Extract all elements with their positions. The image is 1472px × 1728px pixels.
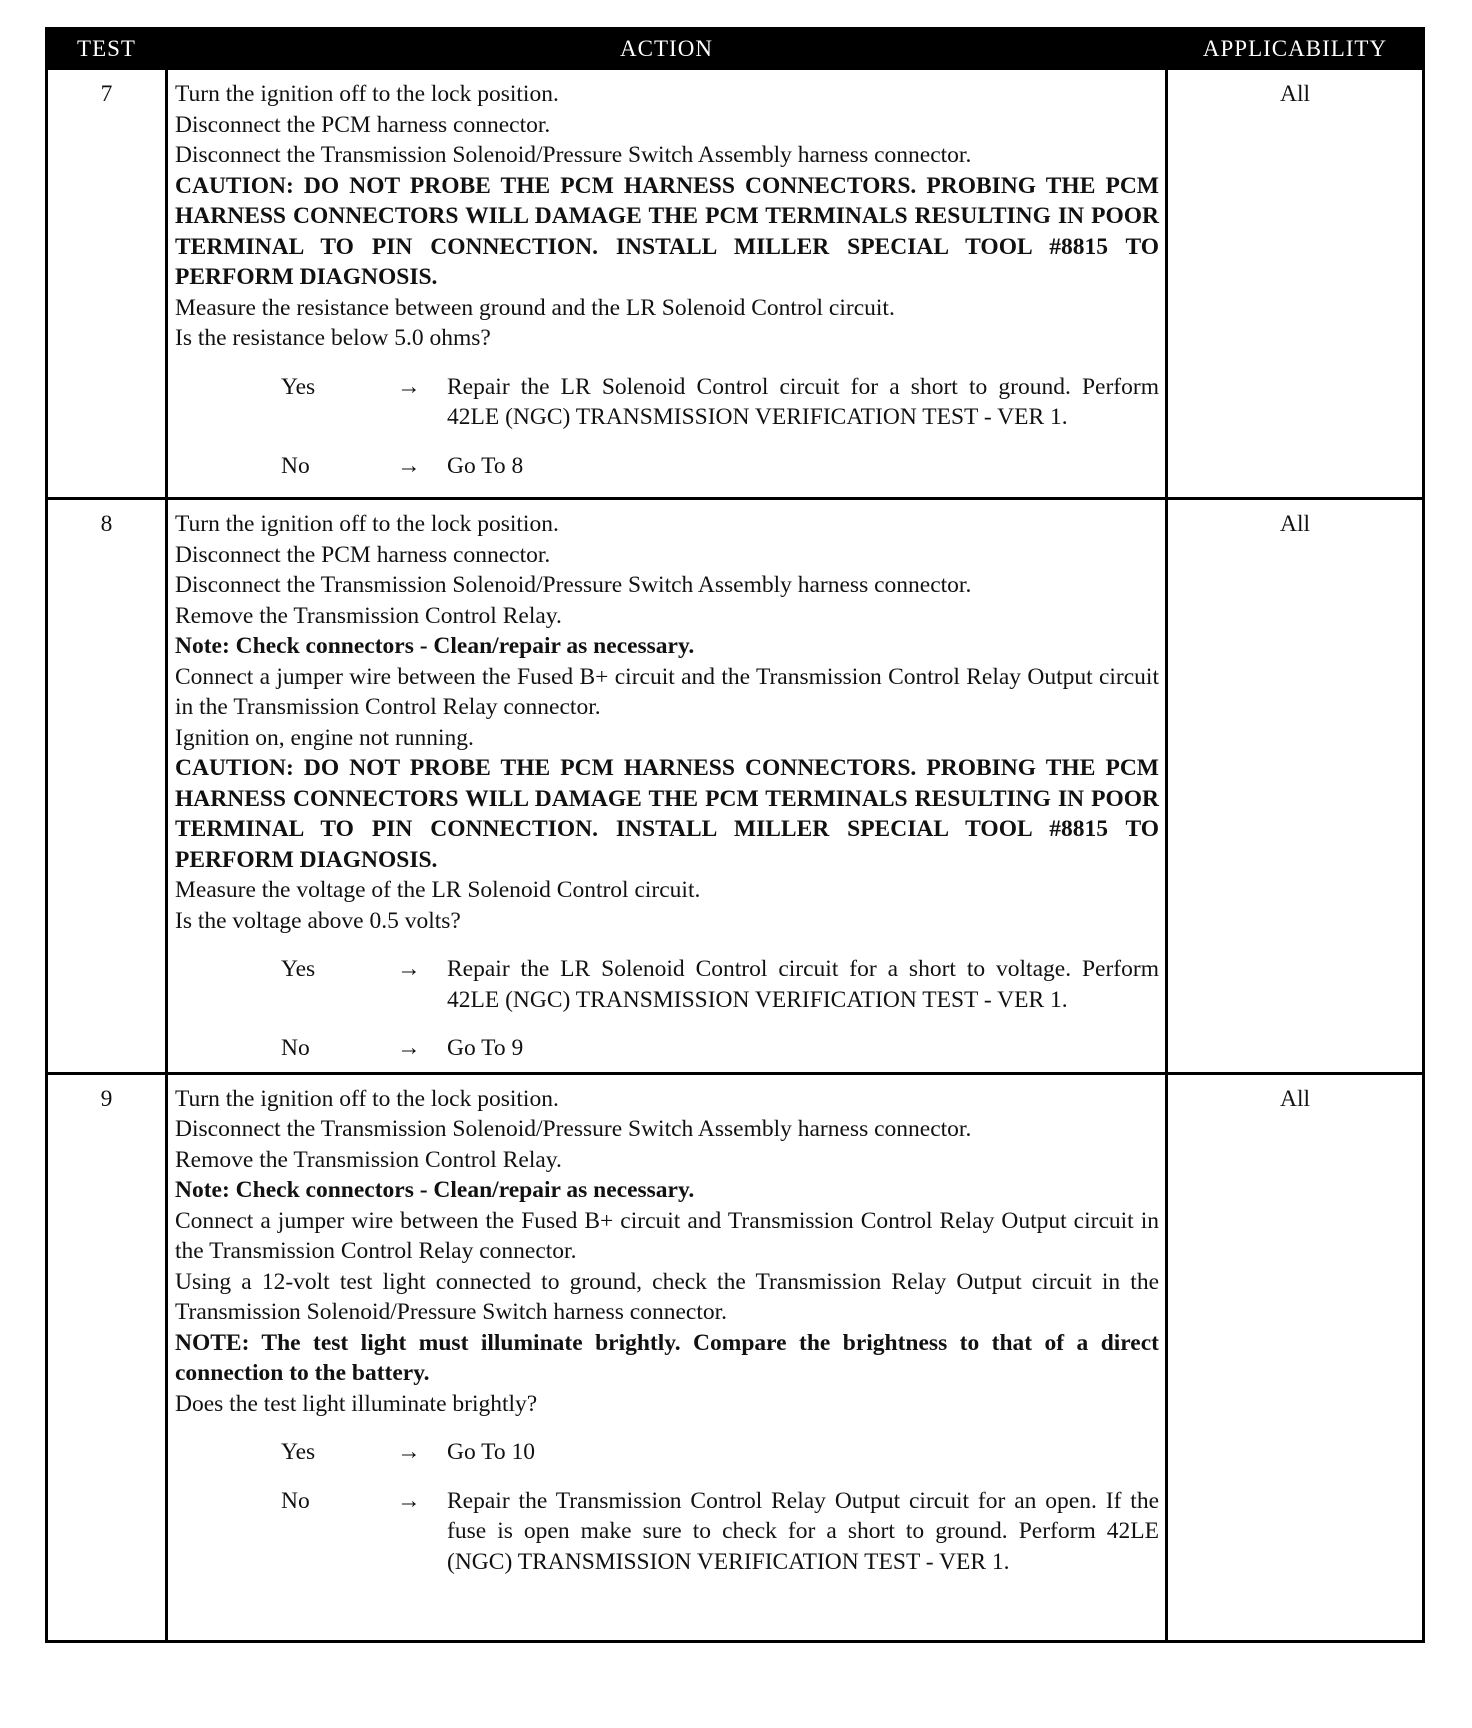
step-line: Disconnect the Transmission Solenoid/Pressure Switch Assembly harness connector. xyxy=(175,142,972,168)
header-applicability: APPLICABILITY xyxy=(1167,29,1424,69)
arrow-icon: → xyxy=(397,956,421,982)
step-line: Measure the voltage of the LR Solenoid Control circuit. xyxy=(175,877,701,903)
result-label: No xyxy=(281,1035,310,1061)
result-label: No xyxy=(281,1487,310,1514)
arrow-icon: → xyxy=(397,452,421,479)
result-text: Repair the LR Solenoid Control circuit for a short to ground. Perform 42LE (NGC) TRANSMISSION VERIFICATION TEST - VER 1. xyxy=(447,373,1159,430)
table-header-row xyxy=(47,29,1424,69)
header-action: ACTION xyxy=(167,29,1167,69)
result-no xyxy=(175,451,1159,482)
note-text: Note: Check connectors - Clean/repair as necessary. xyxy=(175,633,695,659)
header-test: TEST xyxy=(47,29,167,69)
step-line: Connect a jumper wire between the Fused B+ circuit and Transmission Control Relay Output circuit in the Transmission Control Relay connector. xyxy=(175,1207,1159,1264)
question-line: Is the resistance below 5.0 ohms? xyxy=(175,325,491,351)
step-line: Remove the Transmission Control Relay. xyxy=(175,602,562,629)
step-line: Disconnect the PCM harness connector. xyxy=(175,111,551,138)
caution-text: CAUTION: DO NOT PROBE THE PCM HARNESS CONNECTORS. PROBING THE PCM HARNESS CONNECTORS WILL DAMAGE THE PCM TERMINALS RESULTING IN POOR TERMINAL TO PIN CONNECTION. INSTALL MILLER SPECIAL TOOL #8815 TO PERFORM DIAGNOSIS. xyxy=(175,755,1159,873)
result-no xyxy=(175,1033,1159,1064)
result-text: Repair the Transmission Control Relay Output circuit for an open. If the fuse is open make sure to check for a short to ground. Perform 42LE (NGC) TRANSMISSION VERIFICATION TEST - VER 1. xyxy=(447,1487,1159,1575)
action-cell xyxy=(167,69,1167,499)
step-line: Disconnect the PCM harness connector. xyxy=(175,541,551,568)
step-line: Turn the ignition off to the lock position. xyxy=(175,81,559,107)
table-row-test-7 xyxy=(47,69,1424,499)
step-line: Disconnect the Transmission Solenoid/Pressure Switch Assembly harness connector. xyxy=(175,1116,972,1142)
result-label: Yes xyxy=(281,373,316,400)
result-no xyxy=(175,1486,1159,1578)
step-line: Turn the ignition off to the lock position. xyxy=(175,511,559,537)
step-line: Remove the Transmission Control Relay. xyxy=(175,1146,562,1173)
question-line: Does the test light illuminate brightly? xyxy=(175,1390,538,1417)
question-line: Is the voltage above 0.5 volts? xyxy=(175,907,461,934)
result-text: Go To 8 xyxy=(447,452,524,479)
table-row-test-9 xyxy=(47,1073,1424,1641)
note-text: NOTE: The test light must illuminate brightly. Compare the brightness to that of a direct connection to the battery. xyxy=(175,1329,1159,1386)
result-text: Go To 9 xyxy=(447,1035,524,1061)
test-number: 7 xyxy=(47,69,167,499)
step-line: Disconnect the Transmission Solenoid/Pressure Switch Assembly harness connector. xyxy=(175,572,972,598)
diagnostic-table-page xyxy=(45,27,1422,1643)
step-line: Turn the ignition off to the lock position. xyxy=(175,1085,559,1112)
table-row-test-8 xyxy=(47,499,1424,1074)
arrow-icon: → xyxy=(397,1487,421,1514)
result-text: Go To 10 xyxy=(447,1439,536,1465)
result-label: Yes xyxy=(281,1439,316,1465)
result-label: No xyxy=(281,452,310,479)
action-cell xyxy=(167,1073,1167,1641)
action-cell xyxy=(167,499,1167,1074)
diagnostic-test-table xyxy=(45,27,1425,1643)
step-line: Using a 12-volt test light connected to ground, check the Transmission Relay Output circuit in the Transmission Solenoid/Pressure Switch harness connector. xyxy=(175,1268,1159,1325)
test-number: 8 xyxy=(47,499,167,1074)
result-yes xyxy=(175,954,1159,1015)
result-yes xyxy=(175,372,1159,433)
step-line: Measure the resistance between ground and the LR Solenoid Control circuit. xyxy=(175,294,895,321)
caution-text: CAUTION: DO NOT PROBE THE PCM HARNESS CONNECTORS. PROBING THE PCM HARNESS CONNECTORS WILL DAMAGE THE PCM TERMINALS RESULTING IN POOR TERMINAL TO PIN CONNECTION. INSTALL MILLER SPECIAL TOOL #8815 TO PERFORM DIAGNOSIS. xyxy=(175,172,1159,290)
step-line: Ignition on, engine not running. xyxy=(175,724,474,751)
test-number: 9 xyxy=(47,1073,167,1641)
step-line: Connect a jumper wire between the Fused B+ circuit and the Transmission Control Relay Output circuit in the Transmission Control Relay connector. xyxy=(175,663,1159,720)
applicability-value: All xyxy=(1167,69,1424,499)
arrow-icon: → xyxy=(397,373,421,400)
note-text: Note: Check connectors - Clean/repair as necessary. xyxy=(175,1177,695,1203)
result-label: Yes xyxy=(281,956,316,982)
result-yes xyxy=(175,1437,1159,1468)
result-text: Repair the LR Solenoid Control circuit for a short to voltage. Perform 42LE (NGC) TRANSMISSION VERIFICATION TEST - VER 1. xyxy=(447,956,1159,1013)
applicability-value: All xyxy=(1167,1073,1424,1641)
arrow-icon: → xyxy=(397,1035,421,1061)
arrow-icon: → xyxy=(397,1439,421,1465)
applicability-value: All xyxy=(1167,499,1424,1074)
